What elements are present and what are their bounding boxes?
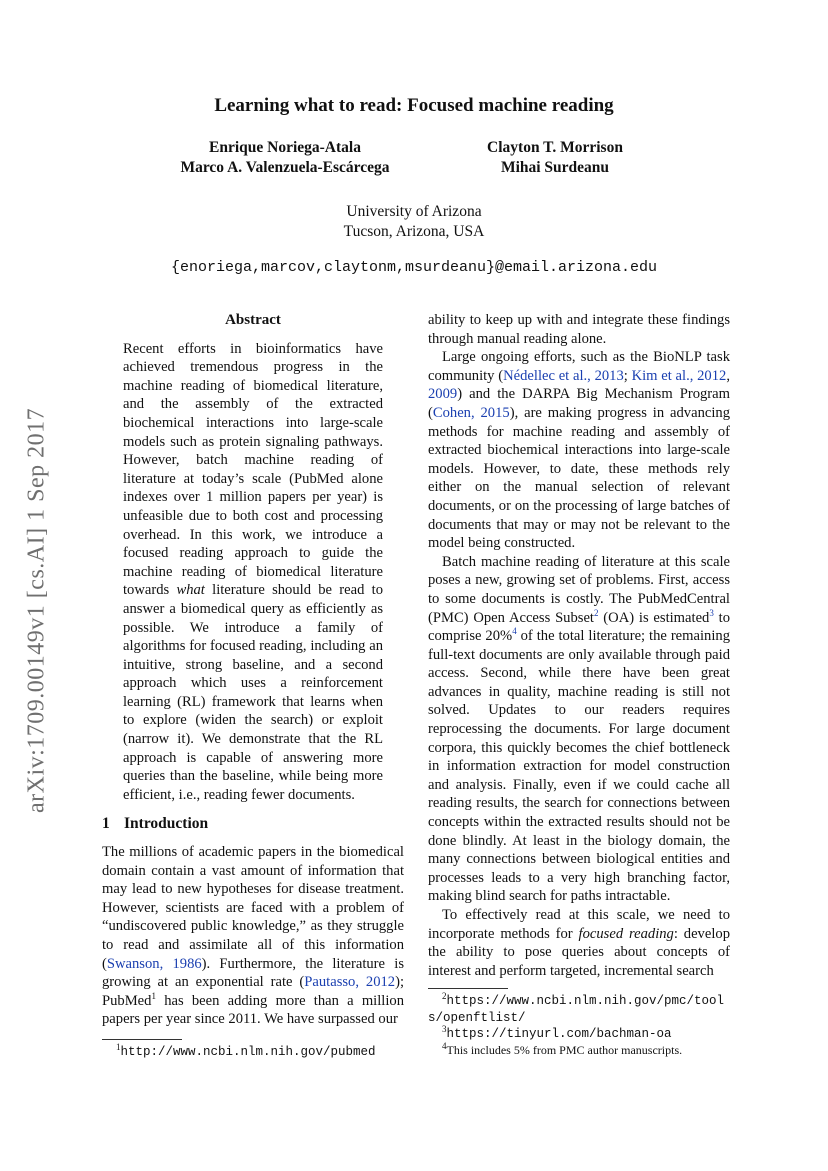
citation-link[interactable]: 2009 [428, 386, 458, 403]
footnotes-right [428, 988, 730, 1058]
citation-link[interactable]: Cohen, 2015 [432, 404, 510, 421]
footnote [428, 1040, 730, 1059]
intro-paragraph-3 [428, 553, 730, 906]
footnote-number: 4 [442, 1040, 447, 1051]
text-run: ). Furthermore, the literature is growing at an exponential rate ( [102, 955, 404, 991]
footnote-mark[interactable]: 2 [594, 607, 599, 618]
affiliation-line: Tucson, Arizona, USA [343, 223, 485, 240]
footnote-mark[interactable]: 1 [151, 990, 156, 1001]
section-number: 1 [102, 815, 110, 833]
author-name: Marco A. Valenzuela-Escárcega [180, 159, 390, 176]
authors-right [450, 138, 660, 178]
footnotes-left [102, 1039, 404, 1061]
author-name: Clayton T. Morrison [487, 139, 623, 156]
section-heading-introduction [102, 815, 404, 834]
footnote-number: 2 [442, 991, 447, 1002]
text-run: of the total literature; the remaining full-text documents are only available through paid access. Second, while there have been great advances in quality, machine reading is still not solved. Updates to our readers requires reprocessing the documents. For large document corpora, this quickly becomes the chief bottleneck in information extraction for model construction and analysis. Finally, even if we could cache all reading results, the search for connections between concepts within the extracted results should not be done blindly. At least in the biology domain, the many connections between biological entities and processes leads to a very high branching factor, making blind search for paths intractable. [428, 628, 730, 905]
emphasis-text: focused reading [578, 925, 674, 942]
affiliation [0, 202, 828, 242]
footnote-rule [102, 1039, 182, 1040]
footnote-number: 1 [116, 1041, 121, 1052]
right-column [428, 311, 730, 1058]
text-run: ); PubMed [102, 974, 405, 1009]
citation-link[interactable]: Kim et al., 2012 [631, 367, 727, 384]
abstract-text [102, 340, 404, 805]
text-run: has been adding more than a million papers per year since 2011. We have surpassed our [102, 992, 404, 1028]
text-run: The millions of academic papers in the biomedical domain contain a vast amount of information that may lead to new hypotheses for disease treatment. However, scientists are faced with a problem of “undiscovered public knowledge,” as they struggle to read and assimilate all of this information ( [102, 844, 404, 972]
footnote-mark[interactable]: 3 [709, 607, 714, 618]
abstract-emphasis: what [176, 582, 205, 599]
footnote-text: This includes 5% from PMC author manuscripts. [446, 1042, 683, 1057]
author-emails: {enoriega,marcov,claytonm,msurdeanu}@email.arizona.edu [170, 259, 658, 276]
intro-paragraph-4 [428, 906, 730, 980]
text-run: Batch machine reading of literature at this scale poses a new, growing set of problems. First, access to some documents is costly. The PubMedCentral (PMC) Open Access Subset [428, 553, 730, 626]
author-name: Mihai Surdeanu [500, 159, 610, 176]
citation-link[interactable]: Pautasso, 2012 [304, 974, 396, 991]
footnote-url[interactable]: http://www.ncbi.nlm.nih.gov/pubmed [120, 1044, 376, 1059]
text-run: , [726, 367, 730, 384]
authors-left [150, 138, 420, 178]
footnote-number: 3 [442, 1024, 447, 1035]
abstract-text-part: Recent efforts in bioinformatics have achieved tremendous progress in the machine reading of biomedical literature, and the assembly of the extracted biochemical interactions into large-scale models such as protein signaling pathways. However, batch machine reading of literature at today’s scale (PubMed alone indexes over 1 million papers per year) is unfeasible due to both cost and processing overhead. In this work, we introduce a focused reading approach to guide the machine reading of biomedical literature towards [123, 340, 383, 599]
abstract-heading: Abstract [225, 312, 281, 328]
citation-link[interactable]: Swanson, 1986 [106, 955, 202, 972]
footnote [428, 1026, 730, 1043]
text-run: (OA) is estimated [598, 609, 710, 626]
left-column [102, 311, 404, 1060]
footnote-url[interactable]: https://tinyurl.com/bachman-oa [446, 1027, 672, 1042]
text-run: ; [623, 367, 632, 384]
footnote-mark[interactable]: 4 [512, 626, 517, 637]
text-run: to comprise 20% [428, 609, 730, 645]
citation-link[interactable]: Nédellec et al., 2013 [503, 367, 624, 384]
author-name: Enrique Noriega-Atala [209, 139, 361, 156]
footnote-url[interactable]: https://www.ncbi.nlm.nih.gov/pmc/tools/openftlist/ [428, 994, 725, 1025]
footnote [102, 1041, 404, 1061]
intro-paragraph-continued: ability to keep up with and integrate these findings through manual reading alone. [428, 312, 730, 347]
text-run: : develop the ability to pose queries about concepts of interest and perform targeted, incremental search [428, 925, 730, 979]
arxiv-stamp [22, 380, 52, 840]
intro-paragraph-2 [428, 348, 730, 553]
intro-paragraph-1 [102, 843, 404, 1029]
affiliation-line: University of Arizona [346, 203, 482, 220]
section-title: Introduction [124, 815, 209, 833]
paper-title: Learning what to read: Focused machine reading [214, 95, 614, 116]
text-run: To effectively read at this scale, we need to incorporate methods for [428, 907, 730, 942]
text-run: ), are making progress in advancing methods for machine reading and assembly of extracted biochemical interactions into large-scale models. However, to date, these methods rely either on the manual selection of relevant documents, or on the processing of large batches of documents that may or may not be relevant to the model being constructed. [428, 404, 730, 552]
footnote [428, 993, 730, 1026]
arxiv-stamp-text: arXiv:1709.00149v1 [cs.AI] 1 Sep 2017 [23, 407, 50, 813]
text-run: Large ongoing efforts, such as the BioNLP task community ( [428, 349, 730, 384]
footnote-rule [428, 988, 508, 989]
text-run: ) and the DARPA Big Mechanism Program ( [428, 386, 730, 421]
abstract-text-part: literature should be read to answer a biomedical query as efficiently as possible. We introduce a family of algorithms for focused reading, including an intuitive, strong baseline, and a second approach which uses a reinforcement learning (RL) framework that learns when to explore (widen the search) or exploit (narrow it). We demonstrate that the RL approach is capable of answering more queries than the baseline, while being more efficient, i.e., reading fewer documents. [123, 582, 383, 803]
